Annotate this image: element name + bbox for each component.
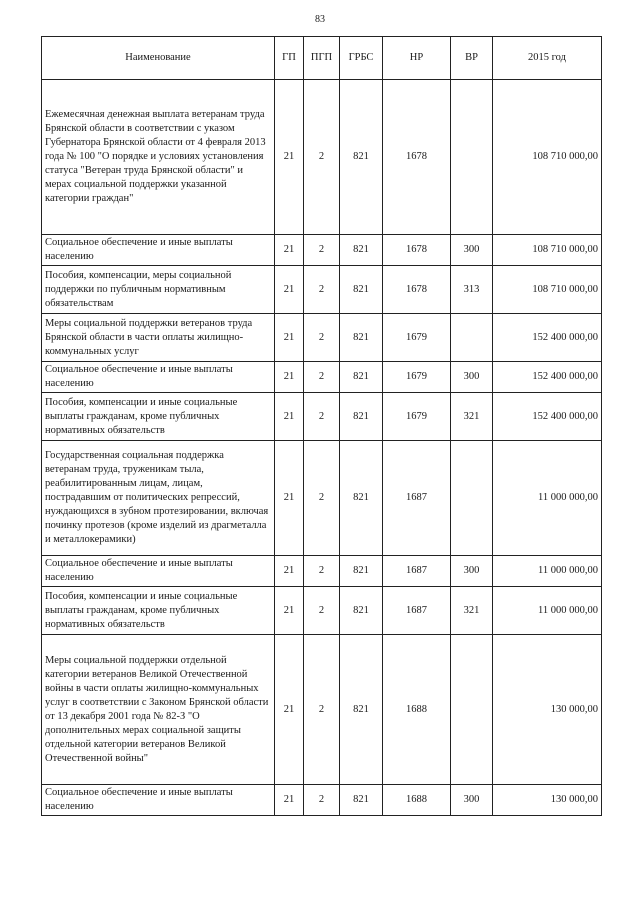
row-gp: 21: [275, 362, 304, 393]
row-amount: 152 400 000,00: [493, 393, 602, 441]
row-amount: 152 400 000,00: [493, 362, 602, 393]
table-row: [42, 266, 602, 314]
table-row: [42, 80, 602, 235]
header-nr: НР: [383, 37, 451, 80]
row-nr: 1688: [383, 785, 451, 816]
row-pgp: 2: [304, 556, 340, 587]
row-nr: 1679: [383, 393, 451, 441]
row-amount: 108 710 000,00: [493, 235, 602, 266]
header-grbs: ГРБС: [340, 37, 383, 80]
row-nr: 1687: [383, 587, 451, 635]
row-pgp: 2: [304, 393, 340, 441]
row-vr: 300: [451, 235, 493, 266]
row-vr: [451, 635, 493, 785]
row-name: Меры социальной поддержки отдельной категории ветеранов Великой Отечественной войны в части оплаты жилищно-коммунальных услуг в соответствии с Законом Брянской области от 13 декабря 2001 года № 82-З "О дополнительных мерах социальной защиты отдельной категории ветеранов Великой Отечественной войны": [42, 635, 275, 785]
header-vr: ВР: [451, 37, 493, 80]
row-vr: 300: [451, 556, 493, 587]
row-nr: 1687: [383, 441, 451, 556]
table-row: [42, 635, 602, 785]
row-amount: 108 710 000,00: [493, 266, 602, 314]
row-name: Социальное обеспечение и иные выплаты населению: [42, 362, 275, 393]
row-grbs: 821: [340, 635, 383, 785]
row-grbs: 821: [340, 441, 383, 556]
table-row: [42, 785, 602, 816]
row-gp: 21: [275, 266, 304, 314]
row-grbs: 821: [340, 362, 383, 393]
row-pgp: 2: [304, 635, 340, 785]
row-amount: 11 000 000,00: [493, 441, 602, 556]
row-vr: [451, 314, 493, 362]
row-name: Социальное обеспечение и иные выплаты населению: [42, 556, 275, 587]
row-gp: 21: [275, 314, 304, 362]
row-amount: 11 000 000,00: [493, 587, 602, 635]
table-row: [42, 314, 602, 362]
row-name: Социальное обеспечение и иные выплаты населению: [42, 785, 275, 816]
row-pgp: 2: [304, 785, 340, 816]
row-grbs: 821: [340, 556, 383, 587]
page-number: 83: [315, 14, 325, 25]
row-name: Ежемесячная денежная выплата ветеранам труда Брянской области в соответствии с указом Губернатора Брянской области от 4 февраля 2013 года № 100 "О порядке и условиях установления статуса "Ветеран труда Брянской области" и мерах социальной поддержки указанной категории граждан": [42, 80, 275, 235]
row-name: Государственная социальная поддержка ветеранам труда, труженикам тыла, реабилитированным лицам, лицам, пострадавшим от политических репрессий, нуждающихся в зубном протезировании, включая починку протезов (кроме изделий из драгметалла и металлокерамики): [42, 441, 275, 556]
row-nr: 1678: [383, 80, 451, 235]
row-gp: 21: [275, 635, 304, 785]
table-row: [42, 556, 602, 587]
row-pgp: 2: [304, 80, 340, 235]
row-grbs: 821: [340, 235, 383, 266]
row-gp: 21: [275, 785, 304, 816]
row-pgp: 2: [304, 441, 340, 556]
row-gp: 21: [275, 393, 304, 441]
table-row: [42, 362, 602, 393]
row-name: Меры социальной поддержки ветеранов труда Брянской области в части оплаты жилищно-коммунальных услуг: [42, 314, 275, 362]
table-row: [42, 441, 602, 556]
row-gp: 21: [275, 587, 304, 635]
row-pgp: 2: [304, 587, 340, 635]
row-vr: 321: [451, 587, 493, 635]
row-vr: 313: [451, 266, 493, 314]
row-nr: 1679: [383, 362, 451, 393]
table-row: [42, 235, 602, 266]
row-amount: 11 000 000,00: [493, 556, 602, 587]
header-gp: ГП: [275, 37, 304, 80]
row-vr: 300: [451, 362, 493, 393]
row-nr: 1679: [383, 314, 451, 362]
row-name: Пособия, компенсации, меры социальной поддержки по публичным нормативным обязательствам: [42, 266, 275, 314]
table-row: [42, 393, 602, 441]
header-year: 2015 год: [493, 37, 602, 80]
row-nr: 1688: [383, 635, 451, 785]
row-pgp: 2: [304, 362, 340, 393]
row-amount: 130 000,00: [493, 785, 602, 816]
row-vr: [451, 80, 493, 235]
row-nr: 1678: [383, 266, 451, 314]
row-grbs: 821: [340, 393, 383, 441]
header-pgp: ПГП: [304, 37, 340, 80]
row-grbs: 821: [340, 587, 383, 635]
row-name: Социальное обеспечение и иные выплаты населению: [42, 235, 275, 266]
row-grbs: 821: [340, 314, 383, 362]
row-pgp: 2: [304, 266, 340, 314]
row-amount: 152 400 000,00: [493, 314, 602, 362]
row-grbs: 821: [340, 266, 383, 314]
row-nr: 1687: [383, 556, 451, 587]
row-gp: 21: [275, 441, 304, 556]
budget-table: [41, 36, 602, 816]
row-name: Пособия, компенсации и иные социальные выплаты гражданам, кроме публичных нормативных обязательств: [42, 393, 275, 441]
table-row: [42, 587, 602, 635]
row-vr: 321: [451, 393, 493, 441]
row-pgp: 2: [304, 235, 340, 266]
table-header-row: [42, 37, 602, 80]
row-vr: [451, 441, 493, 556]
row-amount: 130 000,00: [493, 635, 602, 785]
row-gp: 21: [275, 80, 304, 235]
row-name: Пособия, компенсации и иные социальные выплаты гражданам, кроме публичных нормативных обязательств: [42, 587, 275, 635]
row-amount: 108 710 000,00: [493, 80, 602, 235]
row-vr: 300: [451, 785, 493, 816]
row-pgp: 2: [304, 314, 340, 362]
row-nr: 1678: [383, 235, 451, 266]
row-gp: 21: [275, 235, 304, 266]
row-grbs: 821: [340, 80, 383, 235]
header-name: Наименование: [42, 37, 275, 80]
row-grbs: 821: [340, 785, 383, 816]
row-gp: 21: [275, 556, 304, 587]
